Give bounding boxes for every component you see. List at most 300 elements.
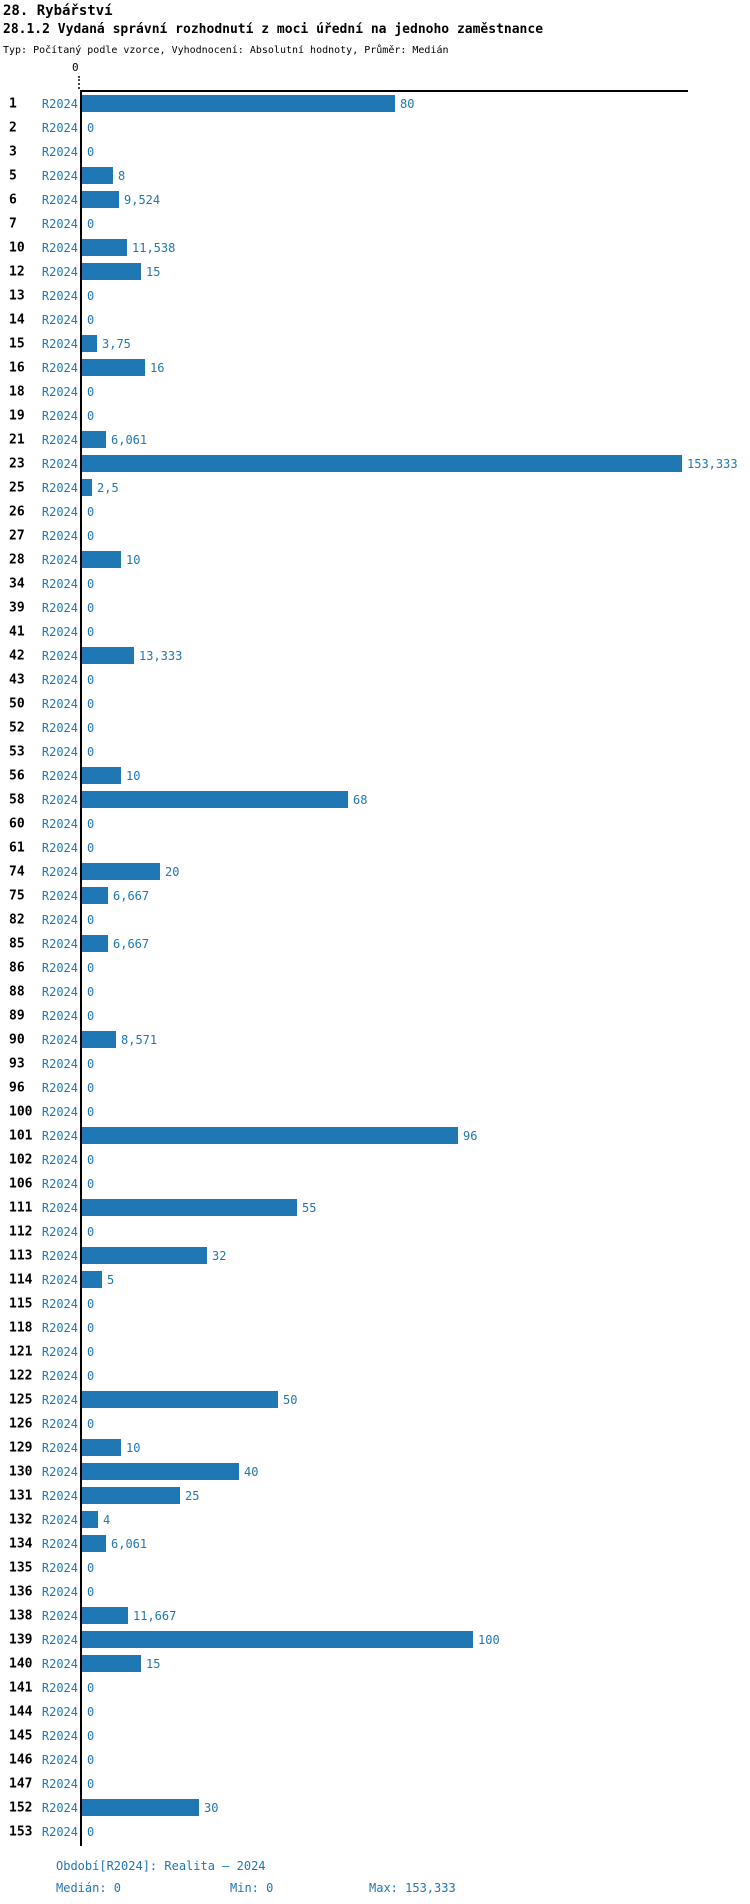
category-label: 61 — [9, 840, 25, 856]
chart-row — [0, 1364, 750, 1388]
series-label: R2024 — [41, 1369, 78, 1383]
category-label: 89 — [9, 1008, 25, 1024]
category-label: 136 — [9, 1584, 33, 1600]
series-label: R2024 — [41, 1585, 78, 1599]
value-label: 0 — [87, 1153, 95, 1167]
chart-row — [0, 188, 750, 212]
series-label: R2024 — [41, 409, 78, 423]
series-label: R2024 — [41, 241, 78, 255]
category-label: 14 — [9, 312, 25, 328]
series-label: R2024 — [41, 217, 78, 231]
value-label: 25 — [185, 1489, 200, 1503]
series-label: R2024 — [41, 1417, 78, 1431]
series-label: R2024 — [41, 625, 78, 639]
value-label: 11,538 — [132, 241, 176, 255]
chart-row — [0, 164, 750, 188]
series-label: R2024 — [41, 1561, 78, 1575]
series-label: R2024 — [41, 889, 78, 903]
series-label: R2024 — [41, 1057, 78, 1071]
series-label: R2024 — [41, 1441, 78, 1455]
value-label: 0 — [87, 1777, 95, 1791]
series-label: R2024 — [41, 1825, 78, 1839]
series-label: R2024 — [41, 121, 78, 135]
series-label: R2024 — [41, 601, 78, 615]
series-label: R2024 — [41, 1801, 78, 1815]
chart-row — [0, 92, 750, 116]
category-label: 141 — [9, 1680, 33, 1696]
category-label: 152 — [9, 1800, 33, 1816]
value-label: 0 — [87, 1081, 95, 1095]
category-label: 85 — [9, 936, 25, 952]
value-label: 0 — [87, 289, 95, 303]
series-label: R2024 — [41, 1345, 78, 1359]
chart-row — [0, 1340, 750, 1364]
value-label: 0 — [87, 721, 95, 735]
series-label: R2024 — [41, 1777, 78, 1791]
value-label: 68 — [353, 793, 368, 807]
series-label: R2024 — [41, 1657, 78, 1671]
value-label: 2,5 — [97, 481, 119, 495]
value-bar — [82, 95, 395, 112]
category-label: 93 — [9, 1056, 25, 1072]
category-label: 56 — [9, 768, 25, 784]
value-label: 32 — [212, 1249, 227, 1263]
chart-row — [0, 716, 750, 740]
category-label: 3 — [9, 144, 17, 160]
value-label: 0 — [87, 1009, 95, 1023]
chart-row — [0, 764, 750, 788]
series-label: R2024 — [41, 361, 78, 375]
chart-row — [0, 1580, 750, 1604]
value-label: 15 — [146, 265, 161, 279]
value-bar — [82, 1463, 239, 1480]
value-bar — [82, 1391, 278, 1408]
category-label: 134 — [9, 1536, 33, 1552]
chart-row — [0, 860, 750, 884]
chart-row — [0, 1388, 750, 1412]
value-label: 0 — [87, 1729, 95, 1743]
bar-chart — [0, 90, 750, 1850]
series-label: R2024 — [41, 649, 78, 663]
series-label: R2024 — [41, 529, 78, 543]
chart-row — [0, 1268, 750, 1292]
series-label: R2024 — [41, 985, 78, 999]
value-label: 11,667 — [133, 1609, 177, 1623]
value-label: 6,061 — [111, 1537, 148, 1551]
chart-row — [0, 572, 750, 596]
value-label: 96 — [463, 1129, 478, 1143]
category-label: 58 — [9, 792, 25, 808]
value-label: 0 — [87, 745, 95, 759]
series-label: R2024 — [41, 457, 78, 471]
chart-row — [0, 1700, 750, 1724]
value-label: 0 — [87, 1417, 95, 1431]
value-label: 15 — [146, 1657, 161, 1671]
value-bar — [82, 647, 134, 664]
value-label: 20 — [165, 865, 180, 879]
value-label: 16 — [150, 361, 165, 375]
value-bar — [82, 263, 141, 280]
chart-row — [0, 1148, 750, 1172]
value-bar — [82, 1127, 458, 1144]
chart-row — [0, 1220, 750, 1244]
chart-row — [0, 740, 750, 764]
category-label: 7 — [9, 216, 17, 232]
series-label: R2024 — [41, 1081, 78, 1095]
category-label: 135 — [9, 1560, 33, 1576]
series-label: R2024 — [41, 1465, 78, 1479]
series-label: R2024 — [41, 937, 78, 951]
chart-row — [0, 1124, 750, 1148]
category-label: 2 — [9, 120, 17, 136]
value-label: 0 — [87, 1345, 95, 1359]
value-label: 0 — [87, 1105, 95, 1119]
category-label: 34 — [9, 576, 25, 592]
category-label: 12 — [9, 264, 25, 280]
value-label: 0 — [87, 913, 95, 927]
series-label: R2024 — [41, 841, 78, 855]
category-label: 6 — [9, 192, 17, 208]
category-label: 50 — [9, 696, 25, 712]
value-label: 30 — [204, 1801, 219, 1815]
chart-row — [0, 1508, 750, 1532]
value-label: 10 — [126, 769, 141, 783]
value-label: 0 — [87, 673, 95, 687]
series-label: R2024 — [41, 1225, 78, 1239]
chart-row — [0, 1196, 750, 1220]
value-label: 0 — [87, 1369, 95, 1383]
value-label: 4 — [103, 1513, 111, 1527]
value-label: 0 — [87, 1681, 95, 1695]
series-label: R2024 — [41, 337, 78, 351]
series-label: R2024 — [41, 913, 78, 927]
chart-row — [0, 308, 750, 332]
series-label: R2024 — [41, 481, 78, 495]
category-label: 43 — [9, 672, 25, 688]
value-label: 0 — [87, 985, 95, 999]
series-label: R2024 — [41, 1537, 78, 1551]
chart-row — [0, 140, 750, 164]
chart-row — [0, 332, 750, 356]
category-label: 138 — [9, 1608, 33, 1624]
chart-row — [0, 524, 750, 548]
series-label: R2024 — [41, 745, 78, 759]
value-label: 5 — [107, 1273, 115, 1287]
value-label: 80 — [400, 97, 415, 111]
chart-row — [0, 1412, 750, 1436]
chart-row — [0, 1628, 750, 1652]
series-label: R2024 — [41, 505, 78, 519]
series-label: R2024 — [41, 1729, 78, 1743]
value-bar — [82, 1607, 128, 1624]
category-label: 144 — [9, 1704, 33, 1720]
category-label: 121 — [9, 1344, 33, 1360]
category-label: 114 — [9, 1272, 33, 1288]
series-label: R2024 — [41, 289, 78, 303]
value-label: 0 — [87, 1753, 95, 1767]
value-bar — [82, 1031, 116, 1048]
category-label: 18 — [9, 384, 25, 400]
chart-row — [0, 1292, 750, 1316]
value-bar — [82, 1247, 207, 1264]
axis-zero-tick-mark — [78, 76, 80, 89]
chart-row — [0, 932, 750, 956]
category-label: 5 — [9, 168, 17, 184]
category-label: 39 — [9, 600, 25, 616]
value-bar — [82, 1511, 98, 1528]
chart-row — [0, 212, 750, 236]
value-label: 40 — [244, 1465, 259, 1479]
chart-row — [0, 1460, 750, 1484]
category-label: 115 — [9, 1296, 33, 1312]
value-label: 0 — [87, 577, 95, 591]
value-label: 9,524 — [124, 193, 161, 207]
category-label: 145 — [9, 1728, 33, 1744]
series-label: R2024 — [41, 553, 78, 567]
category-label: 23 — [9, 456, 25, 472]
category-label: 118 — [9, 1320, 33, 1336]
value-label: 0 — [87, 1225, 95, 1239]
axis-zero-tick-label: 0 — [72, 61, 79, 74]
series-label: R2024 — [41, 265, 78, 279]
value-bar — [82, 935, 108, 952]
series-label: R2024 — [41, 721, 78, 735]
category-label: 10 — [9, 240, 25, 256]
category-label: 26 — [9, 504, 25, 520]
value-label: 0 — [87, 817, 95, 831]
category-label: 122 — [9, 1368, 33, 1384]
value-bar — [82, 887, 108, 904]
value-label: 0 — [87, 121, 95, 135]
series-label: R2024 — [41, 1609, 78, 1623]
value-bar — [82, 167, 113, 184]
value-label: 10 — [126, 1441, 141, 1455]
value-bar — [82, 791, 348, 808]
value-label: 6,061 — [111, 433, 148, 447]
category-label: 112 — [9, 1224, 33, 1240]
value-label: 8,571 — [121, 1033, 158, 1047]
value-bar — [82, 1199, 297, 1216]
value-label: 0 — [87, 841, 95, 855]
category-label: 53 — [9, 744, 25, 760]
chart-row — [0, 644, 750, 668]
series-label: R2024 — [41, 313, 78, 327]
series-label: R2024 — [41, 769, 78, 783]
value-label: 0 — [87, 1321, 95, 1335]
chart-title: 28.1.2 Vydaná správní rozhodnutí z moci úřední na jednoho zaměstnance — [3, 22, 544, 37]
value-label: 0 — [87, 313, 95, 327]
value-label: 0 — [87, 529, 95, 543]
chart-row — [0, 812, 750, 836]
chart-row — [0, 500, 750, 524]
value-bar — [82, 863, 160, 880]
series-label: R2024 — [41, 1273, 78, 1287]
category-label: 106 — [9, 1176, 33, 1192]
chart-row — [0, 1316, 750, 1340]
category-label: 102 — [9, 1152, 33, 1168]
category-label: 111 — [9, 1200, 33, 1216]
value-label: 13,333 — [139, 649, 183, 663]
chart-row — [0, 620, 750, 644]
chart-row — [0, 1652, 750, 1676]
chart-row — [0, 1604, 750, 1628]
chart-rows — [0, 92, 750, 1844]
value-label: 0 — [87, 217, 95, 231]
chart-row — [0, 476, 750, 500]
category-label: 146 — [9, 1752, 33, 1768]
value-label: 6,667 — [113, 937, 150, 951]
chart-section-title: 28. Rybářství — [3, 3, 113, 19]
series-label: R2024 — [41, 793, 78, 807]
chart-row — [0, 1556, 750, 1580]
category-label: 25 — [9, 480, 25, 496]
value-bar — [82, 359, 145, 376]
series-label: R2024 — [41, 961, 78, 975]
series-label: R2024 — [41, 817, 78, 831]
series-label: R2024 — [41, 1105, 78, 1119]
chart-row — [0, 668, 750, 692]
footer-period-label: Období[R2024]: Realita – 2024 — [56, 1859, 266, 1873]
value-label: 0 — [87, 409, 95, 423]
category-label: 96 — [9, 1080, 25, 1096]
chart-row — [0, 1724, 750, 1748]
category-label: 15 — [9, 336, 25, 352]
value-label: 0 — [87, 1825, 95, 1839]
series-label: R2024 — [41, 1321, 78, 1335]
series-label: R2024 — [41, 1009, 78, 1023]
value-label: 0 — [87, 385, 95, 399]
series-label: R2024 — [41, 697, 78, 711]
chart-row — [0, 404, 750, 428]
category-label: 42 — [9, 648, 25, 664]
chart-row — [0, 284, 750, 308]
value-bar — [82, 767, 121, 784]
category-label: 113 — [9, 1248, 33, 1264]
chart-row — [0, 1244, 750, 1268]
series-label: R2024 — [41, 1393, 78, 1407]
chart-row — [0, 116, 750, 140]
category-label: 139 — [9, 1632, 33, 1648]
category-label: 140 — [9, 1656, 33, 1672]
category-label: 21 — [9, 432, 25, 448]
value-bar — [82, 191, 119, 208]
value-bar — [82, 1271, 102, 1288]
category-label: 19 — [9, 408, 25, 424]
chart-row — [0, 836, 750, 860]
category-label: 126 — [9, 1416, 33, 1432]
series-label: R2024 — [41, 1129, 78, 1143]
series-label: R2024 — [41, 1033, 78, 1047]
chart-row — [0, 1820, 750, 1844]
series-label: R2024 — [41, 169, 78, 183]
category-label: 28 — [9, 552, 25, 568]
chart-row — [0, 1436, 750, 1460]
series-label: R2024 — [41, 385, 78, 399]
category-label: 100 — [9, 1104, 33, 1120]
value-bar — [82, 1655, 141, 1672]
chart-row — [0, 908, 750, 932]
chart-row — [0, 548, 750, 572]
category-label: 13 — [9, 288, 25, 304]
value-label: 0 — [87, 1561, 95, 1575]
category-label: 88 — [9, 984, 25, 1000]
value-bar — [82, 431, 106, 448]
category-label: 90 — [9, 1032, 25, 1048]
value-bar — [82, 1439, 121, 1456]
chart-row — [0, 1772, 750, 1796]
chart-row — [0, 1052, 750, 1076]
value-label: 0 — [87, 1177, 95, 1191]
series-label: R2024 — [41, 1177, 78, 1191]
value-label: 0 — [87, 145, 95, 159]
value-label: 100 — [478, 1633, 500, 1647]
category-label: 130 — [9, 1464, 33, 1480]
value-bar — [82, 1799, 199, 1816]
series-label: R2024 — [41, 145, 78, 159]
series-label: R2024 — [41, 1633, 78, 1647]
category-label: 16 — [9, 360, 25, 376]
category-label: 129 — [9, 1440, 33, 1456]
series-label: R2024 — [41, 1297, 78, 1311]
value-label: 0 — [87, 697, 95, 711]
value-label: 0 — [87, 1705, 95, 1719]
footer-median-label: Medián: 0 — [56, 1881, 122, 1895]
chart-row — [0, 380, 750, 404]
value-bar — [82, 1631, 473, 1648]
value-label: 10 — [126, 553, 141, 567]
category-label: 153 — [9, 1824, 33, 1840]
value-label: 8 — [118, 169, 126, 183]
series-label: R2024 — [41, 1201, 78, 1215]
category-label: 27 — [9, 528, 25, 544]
value-label: 153,333 — [687, 457, 738, 471]
value-bar — [82, 1487, 180, 1504]
category-label: 82 — [9, 912, 25, 928]
chart-meta: Typ: Počítaný podle vzorce, Vyhodnocení: Absolutní hodnoty, Průměr: Medián — [3, 45, 449, 56]
chart-row — [0, 1004, 750, 1028]
chart-row — [0, 260, 750, 284]
value-label: 3,75 — [102, 337, 131, 351]
chart-row — [0, 356, 750, 380]
category-label: 147 — [9, 1776, 33, 1792]
value-bar — [82, 1535, 106, 1552]
value-label: 0 — [87, 505, 95, 519]
category-label: 131 — [9, 1488, 33, 1504]
chart-row — [0, 1172, 750, 1196]
chart-row — [0, 1484, 750, 1508]
chart-row — [0, 1748, 750, 1772]
chart-row — [0, 1676, 750, 1700]
chart-row — [0, 788, 750, 812]
value-label: 0 — [87, 1585, 95, 1599]
chart-row — [0, 452, 750, 476]
series-label: R2024 — [41, 1681, 78, 1695]
value-label: 6,667 — [113, 889, 150, 903]
chart-row — [0, 980, 750, 1004]
series-label: R2024 — [41, 97, 78, 111]
category-label: 86 — [9, 960, 25, 976]
value-bar — [82, 479, 92, 496]
value-label: 0 — [87, 601, 95, 615]
footer-max-label: Max: 153,333 — [369, 1881, 456, 1895]
series-label: R2024 — [41, 1753, 78, 1767]
series-label: R2024 — [41, 433, 78, 447]
chart-row — [0, 692, 750, 716]
value-label: 55 — [302, 1201, 317, 1215]
series-label: R2024 — [41, 1153, 78, 1167]
chart-row — [0, 884, 750, 908]
category-label: 1 — [9, 96, 17, 112]
